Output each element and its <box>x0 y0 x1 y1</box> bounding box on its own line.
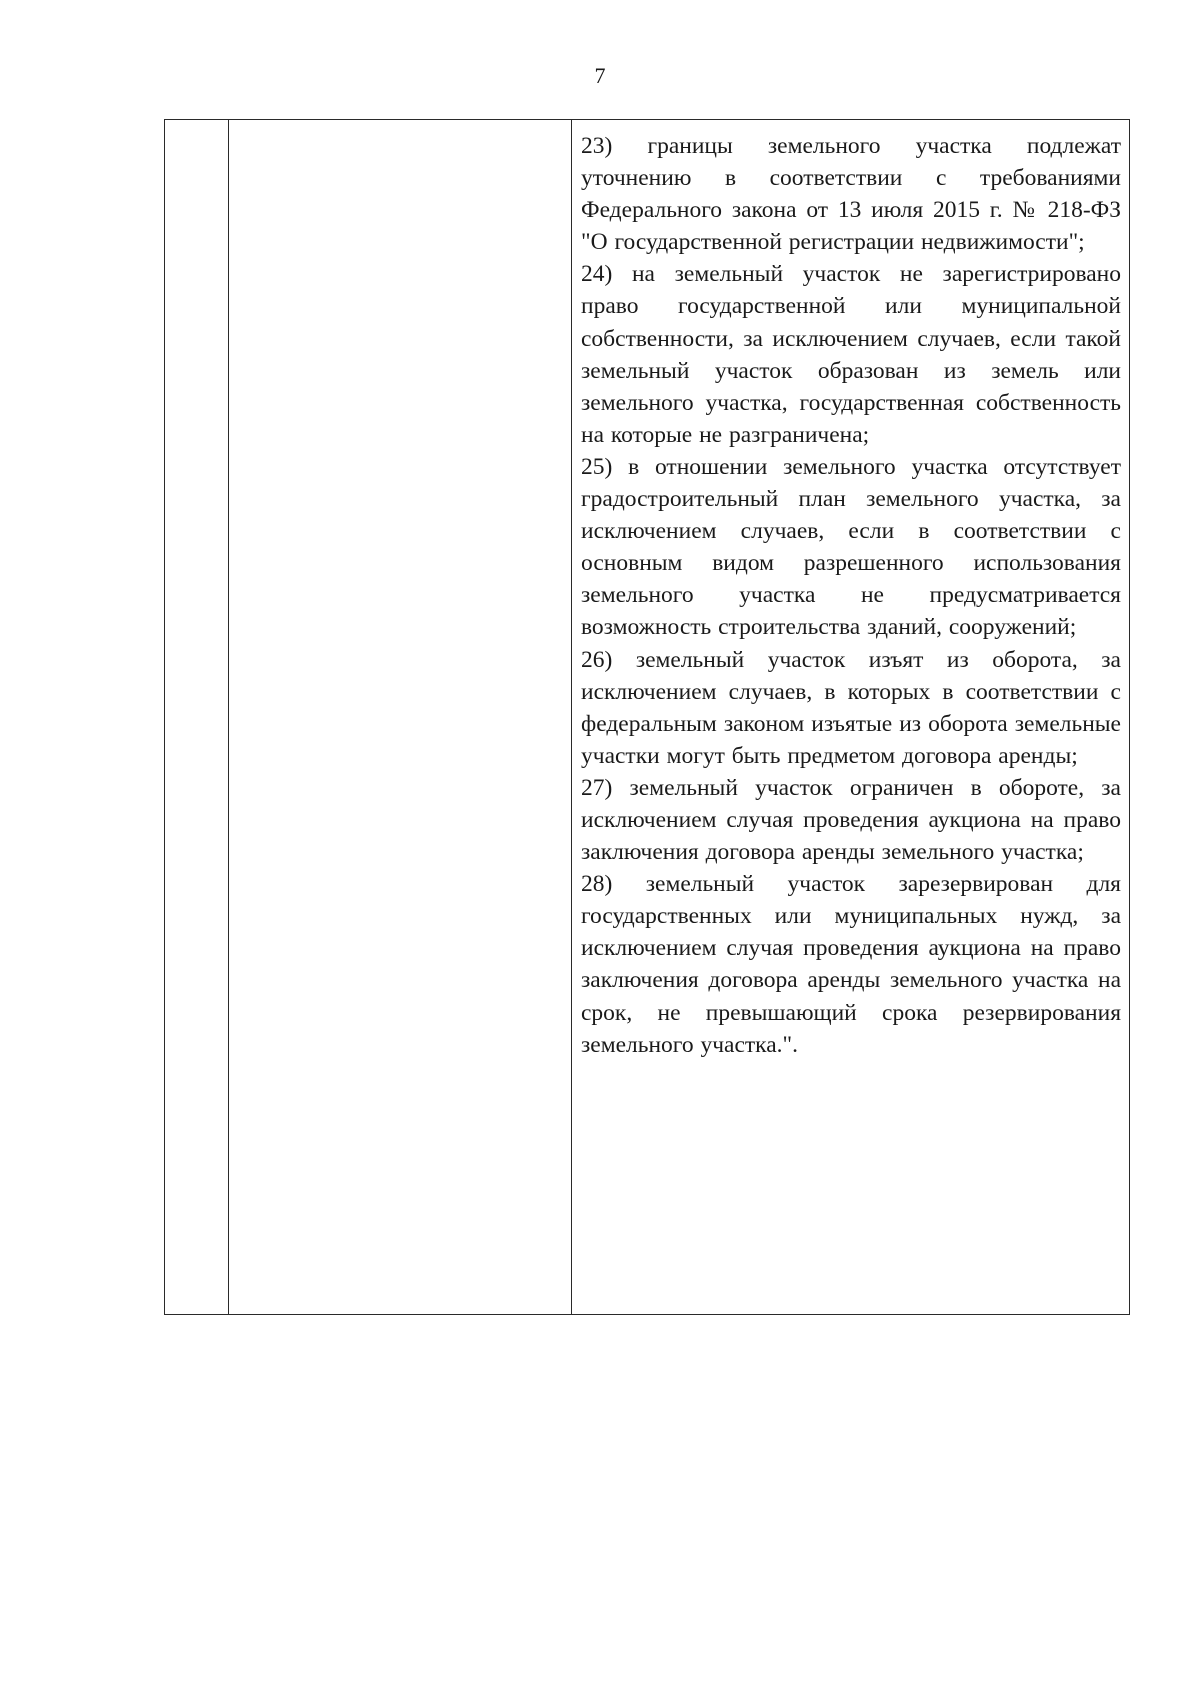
clause-24: 24) на земельный участок не зарегистрировано право государственной или муниципальной собственности, за исключением случаев, если такой земельный участок образован из земель или земельного участка, государственная собственность на которые не разграничена; <box>581 261 1121 448</box>
clause-28: 28) земельный участок зарезервирован для государственных или муниципальных нужд, за исключением случая проведения аукциона на право заключения договора аренды земельного участка на срок, не превышающий срока резервирования земельного участка.". <box>581 871 1121 1058</box>
page-number: 7 <box>594 63 606 88</box>
clause-27: 27) земельный участок ограничен в обороте, за исключением случая проведения аукциона на право заключения договора аренды земельного участка; <box>581 774 1121 866</box>
clause-26: 26) земельный участок изъят из оборота, за исключением случаев, в которых в соответствии с федеральным законом изъятые из оборота земельные участки могут быть предметом договора аренды; <box>581 646 1121 769</box>
table-cell-text <box>581 130 1121 1061</box>
table-column-divider-1 <box>228 120 229 1314</box>
clause-25: 25) в отношении земельного участка отсутствует градостроительный план земельного участка, за исключением случаев, если в соответствии с основным видом разрешенного использования земельного участка не предусматривается возможность строительства зданий, сооружений; <box>581 453 1121 641</box>
document-table <box>164 119 1130 1315</box>
clause-23: 23) границы земельного участка подлежат уточнению в соответствии с требованиями Федерального закона от 13 июля 2015 г. № 218-ФЗ "О государственной регистрации недвижимости"; <box>581 133 1121 256</box>
table-column-divider-2 <box>571 120 572 1314</box>
